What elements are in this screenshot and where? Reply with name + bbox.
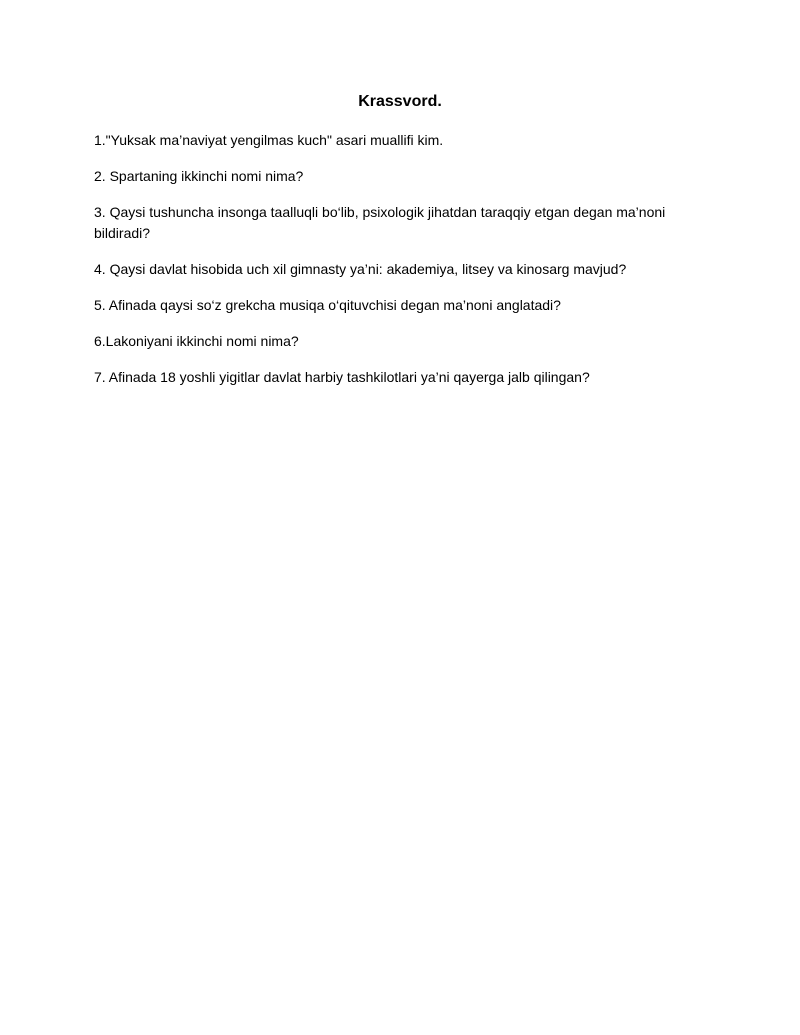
question-item-5: 5. Afinada qaysi so‘z grekcha musiqa o‘qituvchisi degan ma’noni anglatadi?: [94, 297, 561, 313]
document-title: Krassvord.: [358, 93, 442, 110]
question-item-1: 1."Yuksak ma’naviyat yengilmas kuch" asari muallifi kim.: [94, 132, 444, 148]
question-item-6: 6.Lakoniyani ikkinchi nomi nima?: [94, 333, 299, 349]
question-list: [94, 130, 704, 403]
question-item-4: 4. Qaysi davlat hisobida uch xil gimnasty ya’ni: akademiya, litsey va kinosarg mavjud?: [94, 261, 627, 277]
question-item-7: 7. Afinada 18 yoshli yigitlar davlat harbiy tashkilotlari ya’ni qayerga jalb qilingan?: [94, 369, 590, 385]
question-item-3: 3. Qaysi tushuncha insonga taalluqli bo‘lib, psixologik jihatdan taraqqiy etgan degan ma’noni bildiradi?: [94, 204, 666, 241]
question-item-2: 2. Spartaning ikkinchi nomi nima?: [94, 168, 304, 184]
